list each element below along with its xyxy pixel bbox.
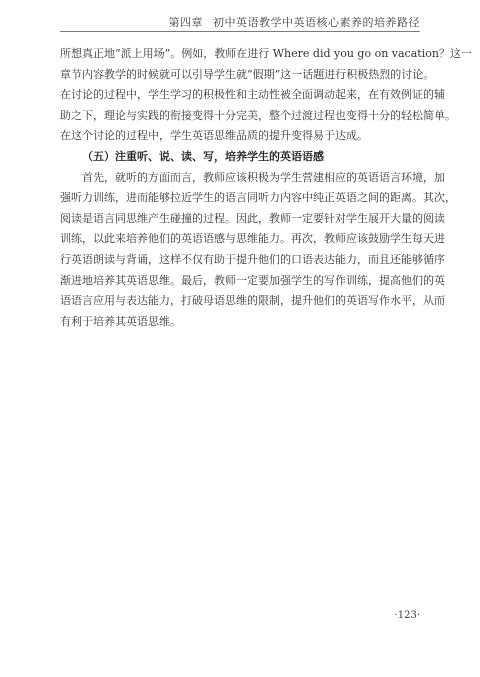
text-line: 有利于培养其英语思维。 (60, 314, 181, 328)
text-line: 行英语朗读与背诵，这样不仅有助于提升他们的口语表达能力，而且还能够循序 (60, 252, 445, 266)
chapter-number: 第四章 (168, 16, 203, 29)
paragraph-listening-speaking (60, 168, 456, 333)
text-line: 首先，就听的方面而言，教师应该积极为学生营建相应的英语语言环境，加 (82, 170, 445, 184)
text-line: 阅读是语言同思维产生碰撞的过程。因此，教师一定要针对学生展开大量的阅读 (60, 211, 445, 225)
running-header (169, 14, 421, 30)
body-text (60, 44, 472, 332)
text-line: 所想真正地“派上用场”。例如，教师在进行 Where did you go on vacation？这一 (60, 47, 472, 60)
text-line: 语语言应用与表达能力，打破母语思维的限制，提升他们的英语写作水平，从而 (60, 294, 445, 308)
section-heading: （五）注重听、说、读、写，培养学生的英语语感 (82, 149, 324, 163)
paragraph-continued (60, 44, 472, 147)
chapter-title: 初中英语教学中英语核心素养的培养路径 (213, 16, 420, 29)
text-line: 强听力训练，进而能够拉近学生的语言同听力内容中纯正英语之间的距离。其次， (60, 191, 456, 205)
page-number: ·123· (394, 610, 420, 621)
text-line: 训练，以此来培养他们的英语语感与思维能力。再次，教师应该鼓励学生每天进 (60, 232, 445, 246)
header-rule (60, 31, 420, 32)
text-line: 在讨论的过程中，学生学习的积极性和主动性被全面调动起来，在有效例证的辅 (60, 88, 445, 102)
text-line: 渐进地培养其英语思维。最后，教师一定要加强学生的写作训练，提高他们的英 (60, 273, 445, 287)
text-line: 助之下，理论与实践的衔接变得十分完美，整个过渡过程也变得十分的轻松简单。 (60, 108, 456, 122)
text-line: 章节内容教学的时候就可以引导学生就“假期”这一话题进行积极热烈的讨论。 (60, 67, 435, 81)
text-line: 在这个讨论的过程中，学生英语思维品质的提升变得易于达成。 (60, 129, 368, 143)
